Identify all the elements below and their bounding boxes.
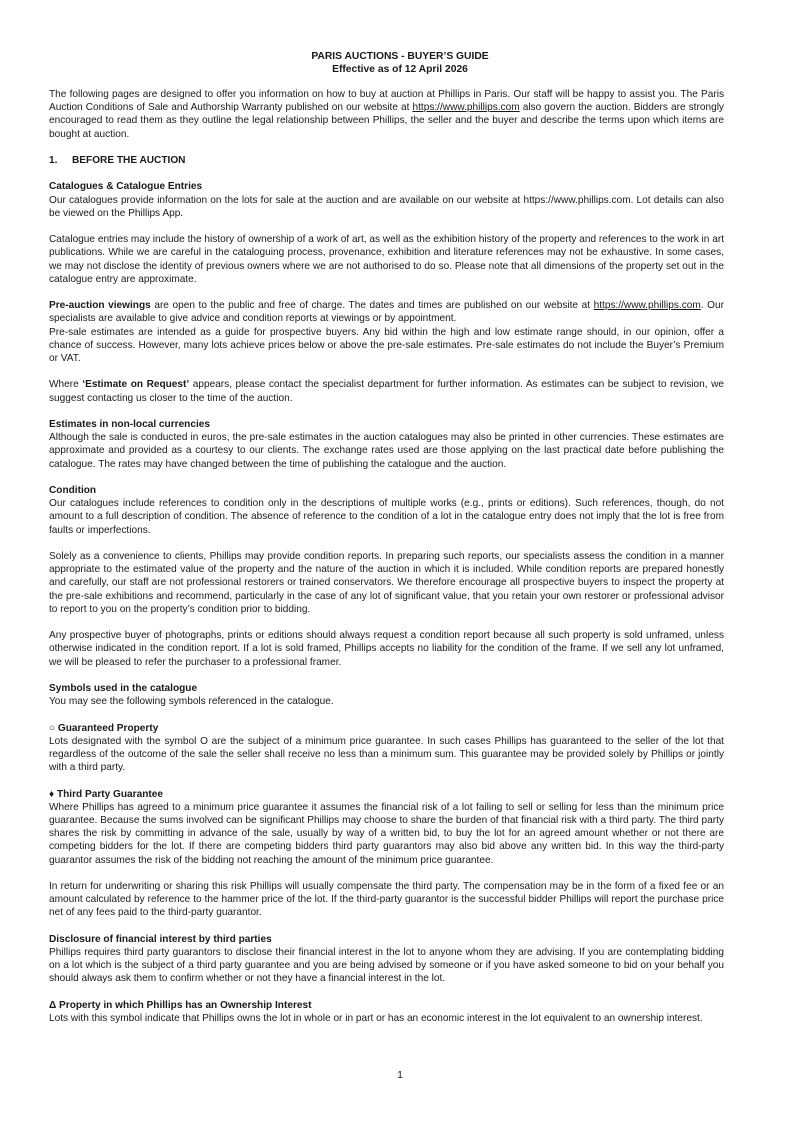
section-title: BEFORE THE AUCTION [72,155,186,166]
effective-date: Effective as of 12 April 2026 [332,64,468,75]
condition-paragraph-3: Any prospective buyer of photographs, prints or editions should always request a condition report because all such property is sold unframed, unless otherwise indicated in the condition report. If a lot is sold framed, Phillips accepts no liability for the condition of the frame. If we sell any lot unframed, we will be pleased to refer the purchaser to a professional framer. [49,630,724,668]
catalogues-paragraph-1: Our catalogues provide information on the lots for sale at the auction and are available on our website at https://www.phillips.com. Lot details can also be viewed on the Phillips App. [49,194,724,219]
third-party-paragraph-2: In return for underwriting or sharing this risk Phillips will usually compensate the third party. The compensation may be in the form of a fixed fee or an amount calculated by reference to the hammer price of the lot. If the third-party guarantor is the successful bidder Phillips will report the purchase price net of any fees paid to the third-party guarantor. [49,880,724,919]
intro-text-1: The following pages are designed to offer you information on how to buy at auction at Phillips in Paris. Our staff will be happy to assist you. The Paris Auction Conditions of Sale and Authorship Warranty published on our website at [49,89,724,114]
disclosure-heading: Disclosure of financial interest by third parties [49,933,272,945]
guaranteed-property-heading: ○ Guaranteed Property [49,722,159,734]
document-title-block [0,50,800,76]
guaranteed-property-paragraph: Lots designated with the symbol O are the subject of a minimum price guarantee. In such cases Phillips has guaranteed to the seller of the lot that regardless of the outcome of the sale the seller shall receive no less than a minimum sum. This guarantee may be provided solely by Phillips or jointly with a third party. [49,735,724,774]
document-body [49,88,724,1025]
section-number: 1. [49,155,58,166]
page-number: 1 [397,1069,403,1081]
condition-paragraph-1: Our catalogues include references to condition only in the descriptions of multiple works (e.g., prints or editions). Such references, though, do not amount to a full description of condition. The absence of reference to the condition of a lot in the catalogue entry does not imply that the lot is free from faults or imperfections. [49,498,724,536]
nonlocal-paragraph: Although the sale is conducted in euros, the pre-sale estimates in the auction catalogues may also be printed in other currencies. These estimates are approximate and provided as a courtesy to our clients. The exchange rates used are those applying on the last practical date before publishing the catalogue. The rates may have changed between the time of publishing the catalogue and the auction. [49,432,724,470]
ownership-interest-heading: Δ Property in which Phillips has an Ownership Interest [49,999,312,1011]
viewings-label: Pre-auction viewings [49,300,151,312]
viewings-paragraph [49,299,724,325]
nonlocal-heading: Estimates in non-local currencies [49,418,210,430]
symbols-paragraph: You may see the following symbols referenced in the catalogue. [49,696,334,708]
intro-paragraph [49,88,724,141]
estimates-paragraph: Pre-sale estimates are intended as a guide for prospective buyers. Any bid within the high and low estimate range should, in our opinion, offer a chance of success. However, many lots achieve prices below or above the pre-sale estimates. Pre-sale estimates do not include the Buyer’s Premium or VAT. [49,326,724,364]
website-link[interactable]: https://www.phillips.com [412,102,520,114]
condition-heading: Condition [49,484,97,496]
document-title: PARIS AUCTIONS - BUYER’S GUIDE [311,51,489,62]
estimate-request-paragraph [49,378,724,404]
symbols-heading: Symbols used in the catalogue [49,682,198,694]
disclosure-paragraph: Phillips requires third party guarantors to disclose their financial interest in the lot to anyone whom they are advising. If you are contemplating bidding on a lot which is the subject of a third party guarantee and you are being advised by someone or if you have asked someone to bid on your behalf you should always ask them to confirm whether or not they have a financial interest in the lot. [49,946,724,985]
intro-text-2: also govern the auction. Bidders are strongly encouraged to read them as they outline the legal relationship between Phillips, the seller and the buyer and describe the terms upon which items are bought at auction. [49,102,724,140]
third-party-guarantee-heading: ♦ Third Party Guarantee [49,788,163,800]
estimate-on-request-label: ‘Estimate on Request’ [82,379,190,391]
request-text-2: appears, please contact the specialist department for further information. As estimates can be subject to revision, we suggest contacting us closer to the time of the auction. [49,379,725,404]
viewings-text-1: are open to the public and free of charge. The dates and times are published on our website at [150,300,594,312]
condition-paragraph-2: Solely as a convenience to clients, Phillips may provide condition reports. In preparing such reports, our specialists assess the condition in a manner appropriate to the estimated value of the property and the nature of the auction in which it is included. While condition reports are prepared honestly and carefully, our staff are not professional restorers or trained conservators. We therefore encourage all prospective buyers to inspect the property at the pre-sale exhibitions and recommend, particularly in the case of any lot of significant value, that you retain your own restorer or professional advisor to report to you on the property’s condition prior to bidding. [49,550,724,615]
request-text-1: Where [49,379,83,391]
ownership-interest-paragraph: Lots with this symbol indicate that Phillips owns the lot in whole or in part or has an economic interest in the lot equivalent to an ownership interest. [49,1012,703,1024]
viewings-text-2: . Our specialists are available to give advice and condition reports at viewings or by appointment. [49,300,725,325]
section-heading-before-auction [49,154,724,167]
third-party-paragraph-1: Where Phillips has agreed to a minimum price guarantee it assumes the financial risk of a lot failing to sell or selling for less than the minimum price guarantee. Because the sums involved can be significant Phillips may choose to share the burden of that financial risk with a third party. The third party shares the risk by committing in advance of the sale, usually by way of a written bid, to buy the lot for an agreed amount whether or not there are competing bidders for the lot. If there are competing bidders third party guarantors may also bid above any written bid. In this way the third-party guarantor assumes the risk of the bidding not reaching the amount of the minimum price guarantee. [49,801,724,866]
viewings-website-link[interactable]: https://www.phillips.com [593,300,701,312]
catalogues-heading: Catalogues & Catalogue Entries [49,181,203,193]
catalogues-paragraph-2: Catalogue entries may include the history of ownership of a work of art, as well as the exhibition history of the property and references to the work in art publications. While we are careful in the cataloguing process, provenance, exhibition and literature references may not be exhaustive. In some cases, we may not disclose the identity of previous owners where we are not authorised to do so. Please note that all dimensions of the property set out in the catalogue entry are approximate. [49,234,724,285]
